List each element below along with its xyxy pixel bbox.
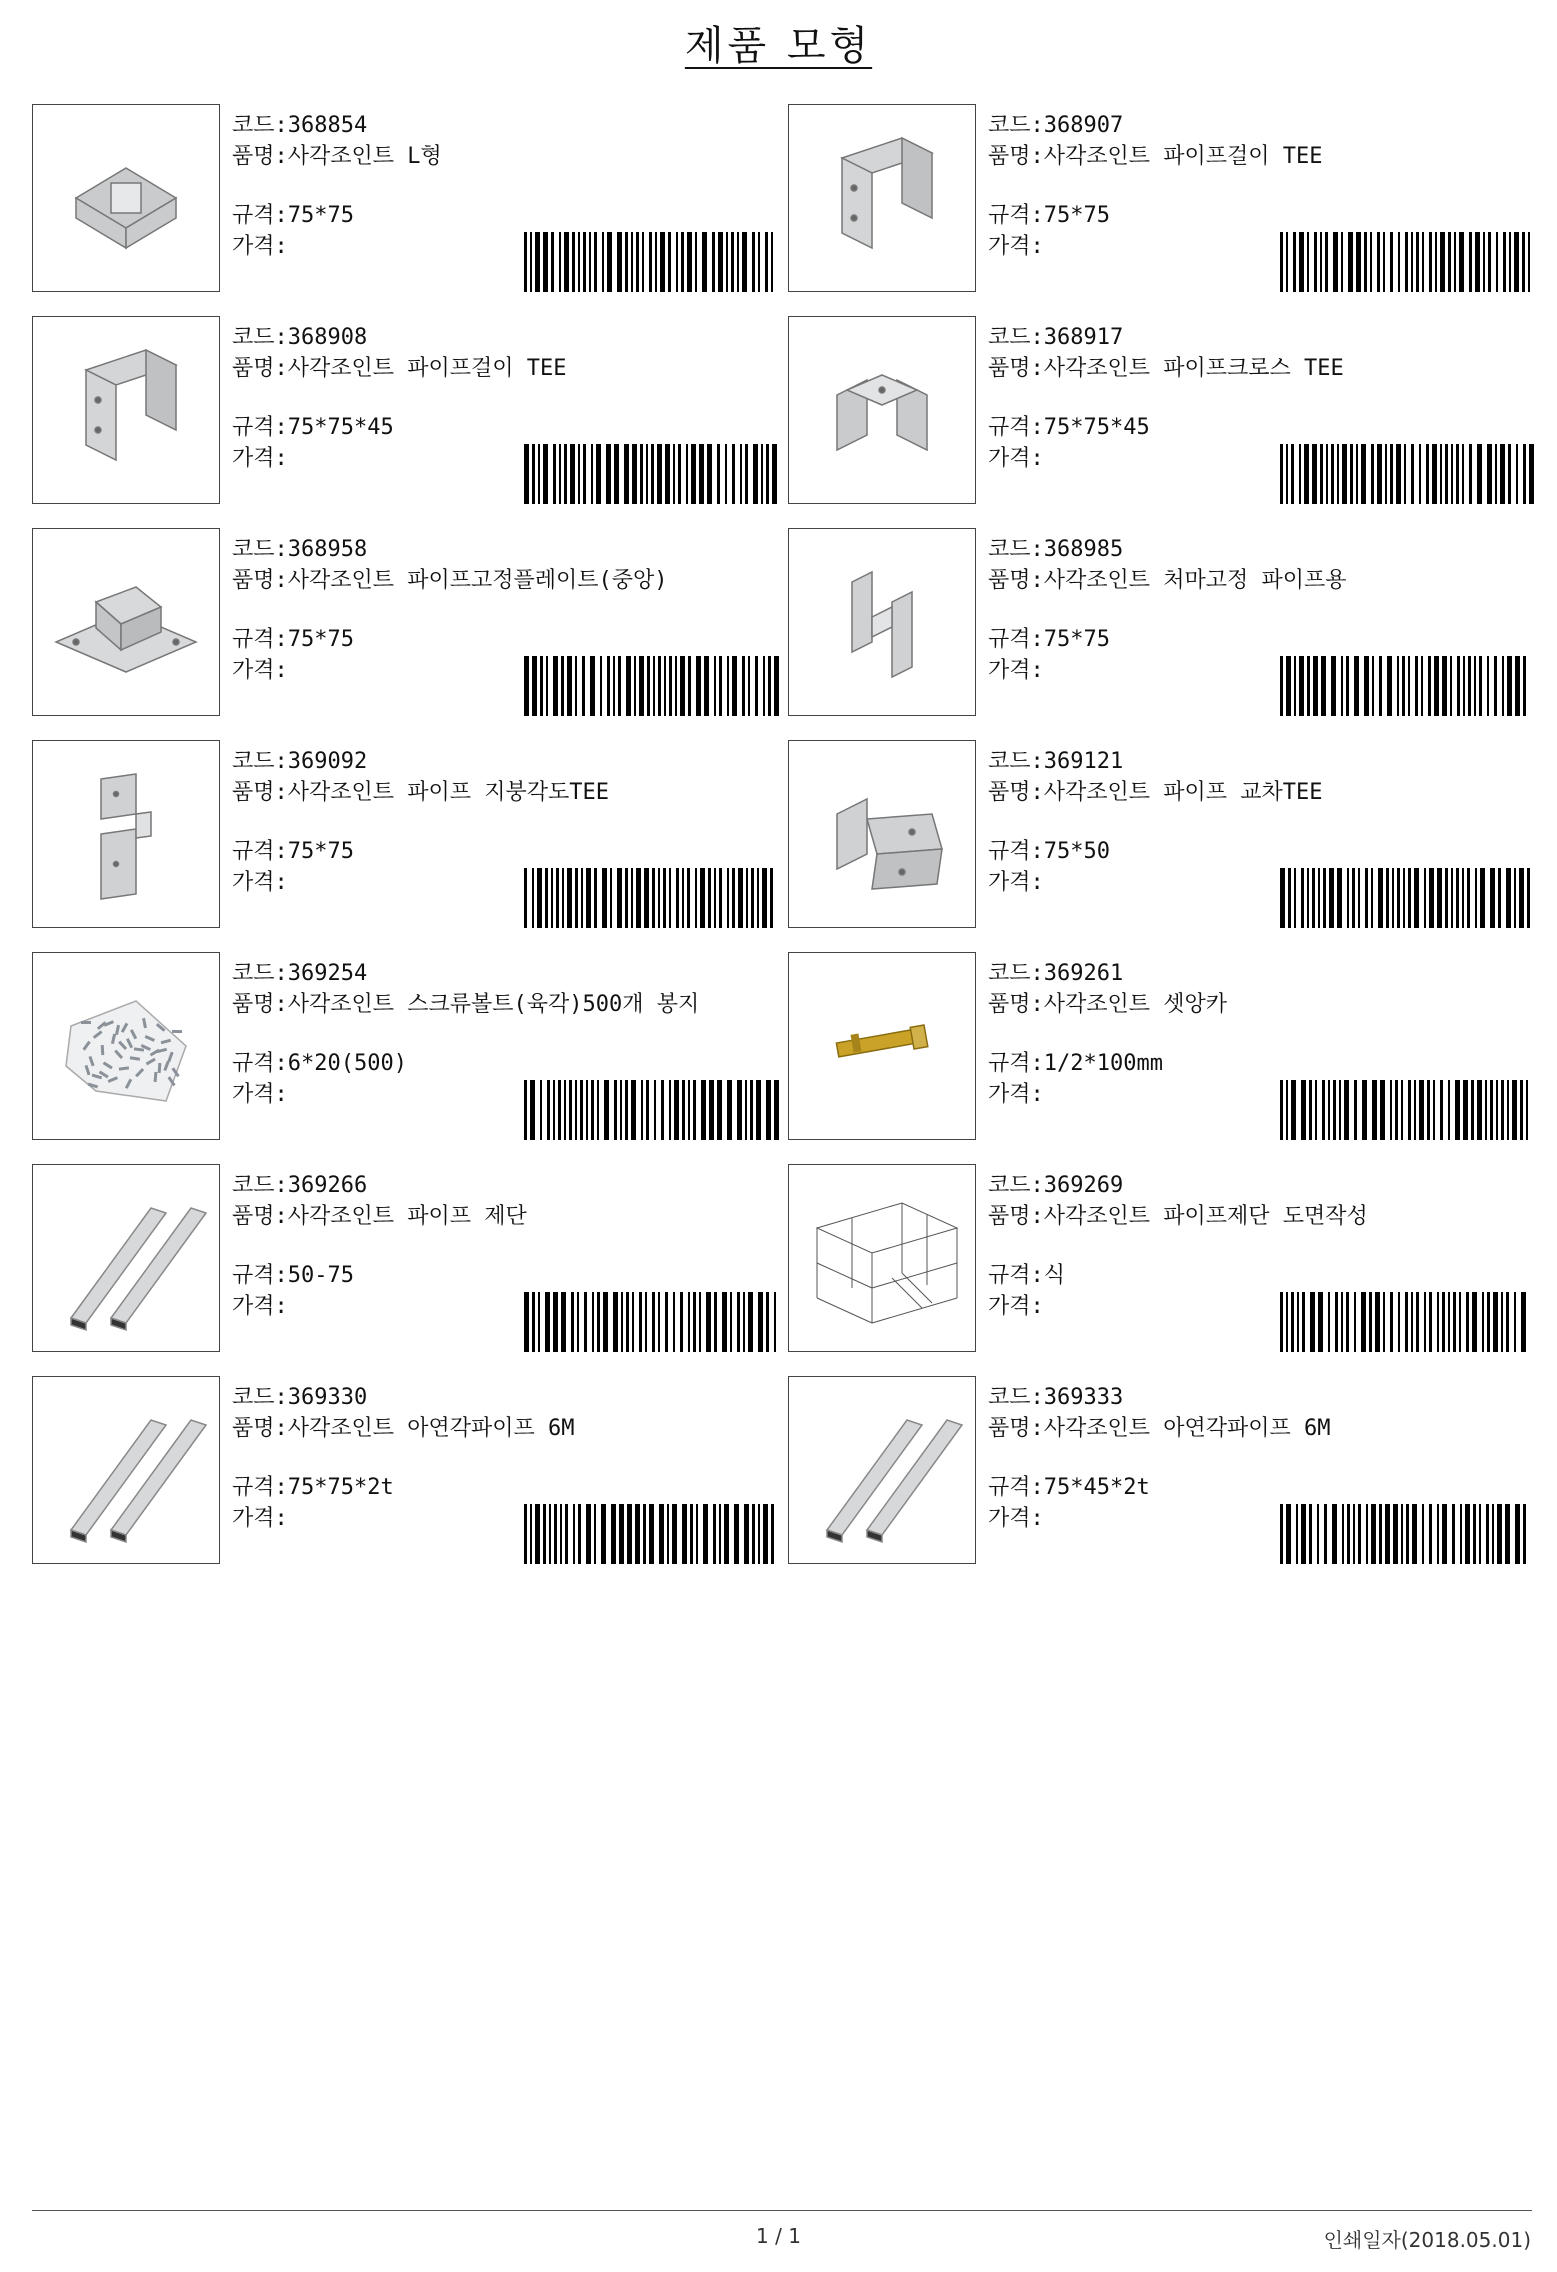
product-card: [32, 104, 788, 316]
price-label: 가격:: [988, 658, 1044, 683]
code-label: 코드:: [988, 749, 1044, 774]
spec-label: 규격:: [988, 1475, 1044, 1500]
pipe-cross-tee-icon: [792, 320, 972, 500]
barcode: [524, 656, 774, 716]
barcode: [524, 444, 774, 504]
anchor-bolt-icon: [792, 956, 972, 1136]
name-label: 품명:: [988, 144, 1044, 169]
spec-label: 규격:: [232, 839, 288, 864]
spec-label: 규격:: [988, 203, 1044, 228]
product-spec: 75*75: [287, 627, 354, 652]
price-label: 가격:: [232, 1506, 288, 1531]
product-name: 사각조인트 파이프걸이 TEE: [1043, 144, 1323, 169]
code-label: 코드:: [232, 537, 288, 562]
screw-bag-icon: [36, 956, 216, 1136]
spec-label: 규격:: [232, 203, 288, 228]
product-card: [32, 1164, 788, 1376]
code-label: 코드:: [988, 1385, 1044, 1410]
product-card: [32, 316, 788, 528]
spec-label: 규격:: [988, 839, 1044, 864]
code-label: 코드:: [988, 961, 1044, 986]
barcode: [1280, 656, 1530, 716]
spec-label: 규격:: [232, 1263, 288, 1288]
product-spec: 1/2*100mm: [1043, 1051, 1163, 1076]
product-code: 369121: [1043, 749, 1124, 774]
product-code: 368854: [287, 113, 368, 138]
product-spec: 75*45*2t: [1043, 1475, 1150, 1500]
barcode: [524, 232, 774, 292]
name-label: 품명:: [988, 356, 1044, 381]
product-card: [32, 528, 788, 740]
product-code: 369092: [287, 749, 368, 774]
price-label: 가격:: [232, 234, 288, 259]
roof-angle-tee-icon: [36, 744, 216, 924]
product-card: [788, 1376, 1540, 1588]
square-pipe-icon: [792, 1380, 972, 1560]
barcode: [524, 1080, 774, 1140]
price-label: 가격:: [988, 1506, 1044, 1531]
barcode: [1280, 868, 1530, 928]
code-label: 코드:: [232, 113, 288, 138]
product-image: [788, 1164, 976, 1352]
square-pipe-icon: [36, 1380, 216, 1560]
product-image: [788, 528, 976, 716]
product-image: [32, 1164, 220, 1352]
price-label: 가격:: [988, 870, 1044, 895]
product-name: 사각조인트 파이프 지붕각도TEE: [287, 780, 610, 805]
barcode: [1280, 444, 1530, 504]
price-label: 가격:: [988, 1294, 1044, 1319]
spec-label: 규격:: [232, 1051, 288, 1076]
name-label: 품명:: [232, 1416, 288, 1441]
product-code: 368917: [1043, 325, 1124, 350]
price-label: 가격:: [232, 658, 288, 683]
name-label: 품명:: [232, 780, 288, 805]
l-joint-icon: [36, 108, 216, 288]
name-label: 품명:: [232, 356, 288, 381]
product-card: [32, 952, 788, 1164]
product-name: 사각조인트 파이프 제단: [287, 1204, 527, 1229]
name-label: 품명:: [988, 568, 1044, 593]
product-code: 369266: [287, 1173, 368, 1198]
product-name: 사각조인트 스크류볼트(육각)500개 봉지: [287, 992, 700, 1017]
product-card: [788, 952, 1540, 1164]
product-code: 368908: [287, 325, 368, 350]
price-label: 가격:: [988, 234, 1044, 259]
product-name: 사각조인트 셋앙카: [1043, 992, 1228, 1017]
code-label: 코드:: [232, 1173, 288, 1198]
product-image: [788, 740, 976, 928]
name-label: 품명:: [232, 1204, 288, 1229]
price-label: 가격:: [988, 1082, 1044, 1107]
product-spec: 75*75*45: [1043, 415, 1150, 440]
product-spec: 식: [1043, 1263, 1066, 1288]
product-image: [32, 1376, 220, 1564]
product-image: [32, 316, 220, 504]
product-image: [32, 104, 220, 292]
product-card: [32, 1376, 788, 1588]
product-name: 사각조인트 파이프제단 도면작성: [1043, 1204, 1368, 1229]
product-spec: 50-75: [287, 1263, 354, 1288]
barcode: [524, 1292, 774, 1352]
product-image: [32, 740, 220, 928]
product-name: 사각조인트 파이프걸이 TEE: [287, 356, 567, 381]
product-code: 369330: [287, 1385, 368, 1410]
product-image: [32, 952, 220, 1140]
fixing-plate-icon: [36, 532, 216, 712]
product-card: [32, 740, 788, 952]
product-code: 369269: [1043, 1173, 1124, 1198]
product-code: 368958: [287, 537, 368, 562]
product-spec: 75*50: [1043, 839, 1110, 864]
spec-label: 규격:: [232, 415, 288, 440]
barcode: [1280, 232, 1530, 292]
name-label: 품명:: [232, 144, 288, 169]
crossing-tee-icon: [792, 744, 972, 924]
product-name: 사각조인트 파이프고정플레이트(중앙): [287, 568, 668, 593]
spec-label: 규격:: [232, 1475, 288, 1500]
product-card: [788, 104, 1540, 316]
name-label: 품명:: [232, 992, 288, 1017]
product-name: 사각조인트 아연각파이프 6M: [287, 1416, 575, 1441]
product-code: 369333: [1043, 1385, 1124, 1410]
product-image: [788, 316, 976, 504]
spec-label: 규격:: [988, 1051, 1044, 1076]
product-image: [788, 104, 976, 292]
spec-label: 규격:: [988, 1263, 1044, 1288]
product-card: [788, 740, 1540, 952]
pipe-hanger-tee-icon: [36, 320, 216, 500]
product-spec: 75*75: [287, 203, 354, 228]
spec-label: 규격:: [988, 415, 1044, 440]
code-label: 코드:: [232, 1385, 288, 1410]
product-card: [788, 316, 1540, 528]
product-spec: 75*75: [287, 839, 354, 864]
product-card: [788, 1164, 1540, 1376]
name-label: 품명:: [988, 1416, 1044, 1441]
product-image: [32, 528, 220, 716]
spec-label: 규격:: [988, 627, 1044, 652]
product-image: [788, 1376, 976, 1564]
product-code: 369254: [287, 961, 368, 986]
product-spec: 6*20(500): [287, 1051, 407, 1076]
code-label: 코드:: [232, 961, 288, 986]
print-date: 인쇄일자(2018.05.01): [1323, 2228, 1531, 2252]
code-label: 코드:: [988, 1173, 1044, 1198]
barcode: [524, 1504, 774, 1564]
barcode: [1280, 1292, 1530, 1352]
product-name: 사각조인트 파이프크로스 TEE: [1043, 356, 1344, 381]
barcode: [524, 868, 774, 928]
code-label: 코드:: [232, 325, 288, 350]
pipe-hanger-tee-icon: [792, 108, 972, 288]
product-spec: 75*75: [1043, 627, 1110, 652]
name-label: 품명:: [988, 1204, 1044, 1229]
spec-label: 규격:: [232, 627, 288, 652]
code-label: 코드:: [988, 325, 1044, 350]
eave-bracket-icon: [792, 532, 972, 712]
page-number: 1 / 1: [756, 2224, 801, 2248]
barcode: [1280, 1080, 1530, 1140]
frame-drawing-icon: [792, 1168, 972, 1348]
page-title: 제품 모형: [684, 23, 873, 69]
product-code: 369261: [1043, 961, 1124, 986]
footer-divider: [32, 2210, 1532, 2211]
name-label: 품명:: [988, 992, 1044, 1017]
price-label: 가격:: [232, 870, 288, 895]
product-name: 사각조인트 처마고정 파이프용: [1043, 568, 1347, 593]
code-label: 코드:: [232, 749, 288, 774]
code-label: 코드:: [988, 113, 1044, 138]
price-label: 가격:: [232, 446, 288, 471]
price-label: 가격:: [232, 1294, 288, 1319]
price-label: 가격:: [232, 1082, 288, 1107]
product-spec: 75*75: [1043, 203, 1110, 228]
product-card: [788, 528, 1540, 740]
product-name: 사각조인트 L형: [287, 144, 442, 169]
square-pipe-icon: [36, 1168, 216, 1348]
code-label: 코드:: [988, 537, 1044, 562]
product-spec: 75*75*2t: [287, 1475, 394, 1500]
name-label: 품명:: [232, 568, 288, 593]
product-name: 사각조인트 아연각파이프 6M: [1043, 1416, 1331, 1441]
barcode: [1280, 1504, 1530, 1564]
product-code: 368985: [1043, 537, 1124, 562]
product-spec: 75*75*45: [287, 415, 394, 440]
product-grid: [32, 104, 1540, 1588]
name-label: 품명:: [988, 780, 1044, 805]
product-name: 사각조인트 파이프 교차TEE: [1043, 780, 1323, 805]
product-code: 368907: [1043, 113, 1124, 138]
product-image: [788, 952, 976, 1140]
price-label: 가격:: [988, 446, 1044, 471]
